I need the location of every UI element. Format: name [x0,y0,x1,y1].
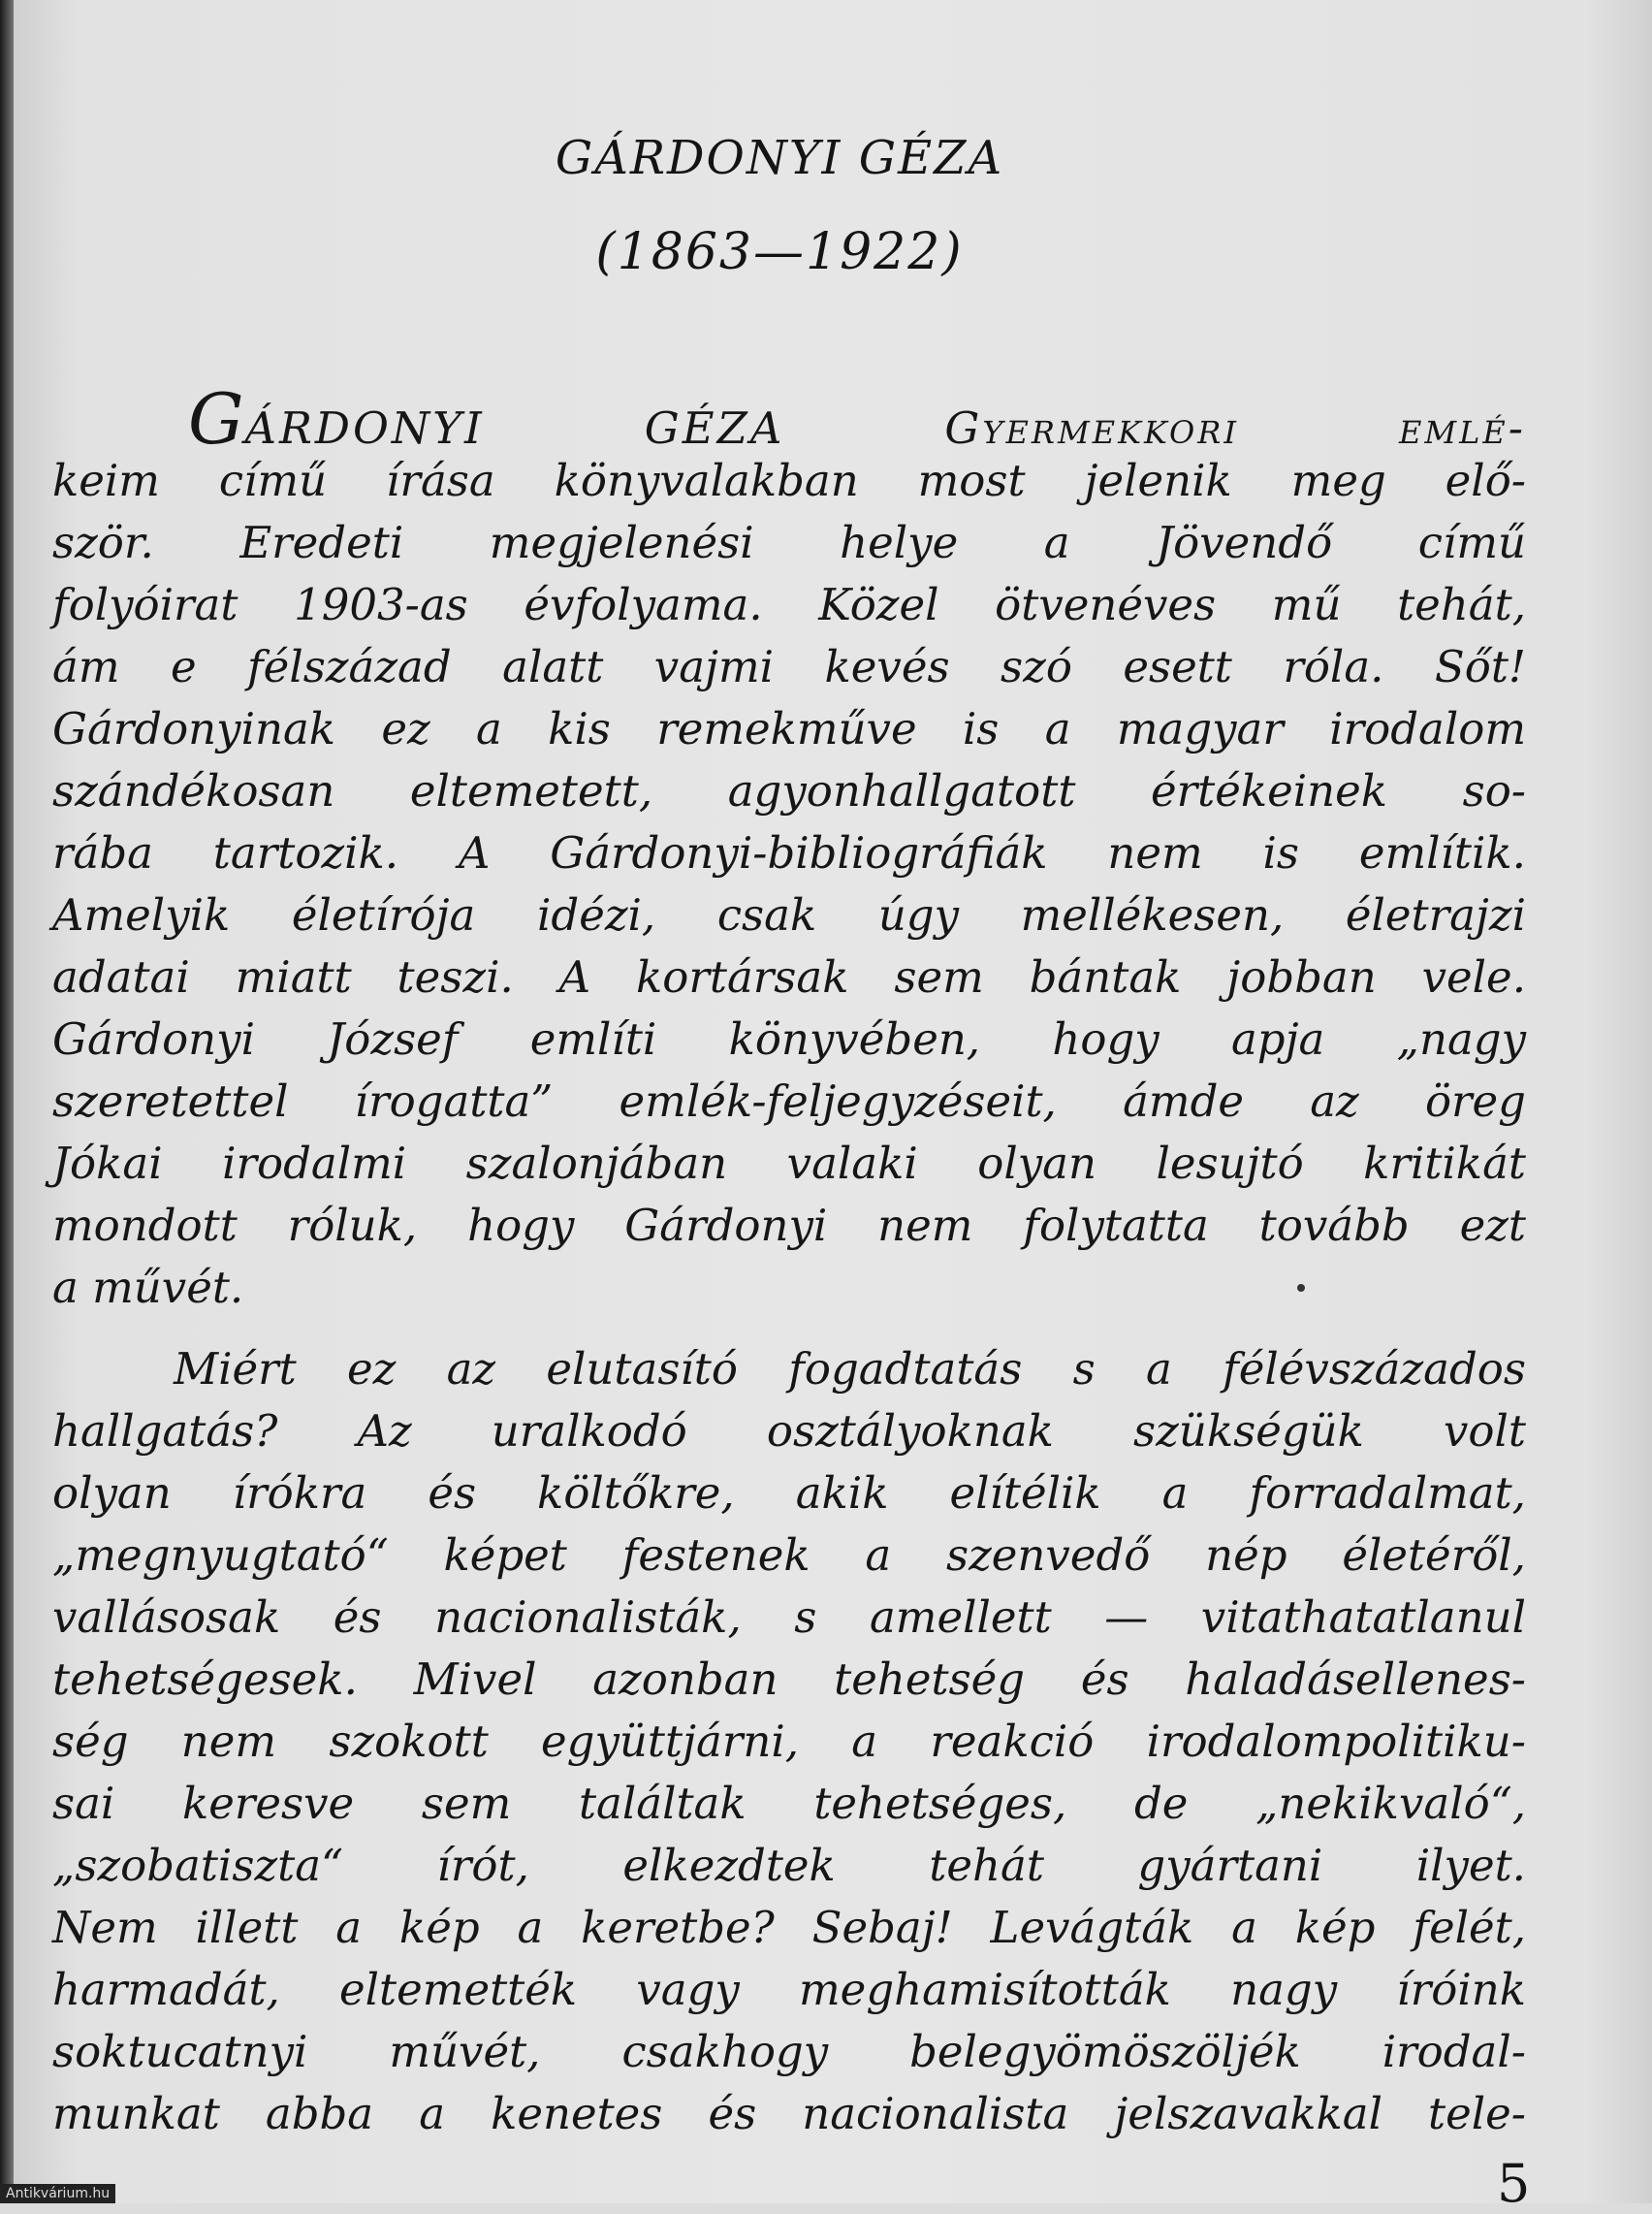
text-line: adatai miatt teszi. A kortársak sem bántak jobban vele. [52,951,1526,1003]
text-line: rába tartozik. A Gárdonyi-bibliográfiák nem is említik. [52,827,1526,879]
text-line: Jókai irodalmi szalonjában valaki olyan lesujtó kritikát [52,1138,1526,1189]
paragraph-2 [52,1338,1526,2145]
text-line: Gárdonyinak ez a kis remekműve is a magyar irodalom [52,703,1526,754]
text-line: soktucatnyi művét, csakhogy belegyömöszöljék irodal- [52,2026,1526,2077]
text-line: ség nem szokott együttjárni, a reakció irodalompolitiku- [52,1716,1526,1767]
paragraph-1-line-1 [52,378,1526,460]
text-line: mondott róluk, hogy Gárdonyi nem folytatta tovább ezt [52,1200,1526,1251]
text-line: folyóirat 1903-as évfolyama. Közel ötvenéves mű tehát, [52,579,1526,630]
drop-cap: G [188,378,245,460]
text-line: Nem illett a kép a keretbe? Sebaj! Levágták a kép felét, [52,1902,1526,1953]
author-heading: GÁRDONYI GÉZA [555,131,1004,185]
text-line: Amelyik életírója idézi, csak úgy mellékesen, életrajzi [52,889,1526,941]
text-line: „megnyugtató“ képet festenek a szenvedő nép életéről, [52,1529,1526,1581]
text-line: munkat abba a kenetes és nacionalista jelszavakkal tele- [52,2088,1526,2139]
text-line: hallgatás? Az uralkodó osztályoknak szükségük volt [52,1405,1526,1457]
paragraph-1 [52,378,1526,1319]
text-line: szándékosan eltemetett, agyonhallgatott értékeinek so- [52,765,1526,817]
text-line: ször. Eredeti megjelenési helye a Jövendő című [52,517,1526,568]
text-line: harmadát, eltemették vagy meghamisították nagy íróink [52,1964,1526,2015]
text-line: keim című írása könyvalakban most jelenik meg elő- [52,455,1526,506]
text-line: „szobatiszta“ írót, elkezdtek tehát gyártani ilyet. [52,1840,1526,1891]
page-number: 5 [1497,2153,1531,2214]
text-line: szeretettel írogatta” emlék-feljegyzéseit, ámde az öreg [52,1075,1526,1127]
text-line: sai keresve sem találtak tehetséges, de „nekikvaló“, [52,1778,1526,1829]
page-body [52,378,1526,2145]
ink-speck [1297,1284,1305,1292]
author-years: (1863—1922) [595,223,964,281]
text-line: vallásosak és nacionalisták, s amellett — vitathatatlanul [52,1591,1526,1643]
watermark-label: Antikvárium.hu [0,2184,115,2203]
text-line: ám e félszázad alatt vajmi kevés szó esett róla. Sőt! [52,641,1526,692]
text-line: Miért ez az elutasító fogadtatás s a félévszázados [174,1343,1526,1395]
text-line: tehetségesek. Mivel azonban tehetség és haladásellenes- [52,1653,1526,1705]
book-page [14,0,1652,2214]
book-spine-shadow [0,0,14,2203]
text-line: a művét. [52,1262,244,1313]
first-line-rest: ÁRDONYI GÉZA Gyermekkori emlé- [244,402,1526,454]
text-line: Gárdonyi József említi könyvében, hogy apja „nagy [52,1013,1526,1065]
text-line: olyan írókra és költőkre, akik elítélik a forradalmat, [52,1467,1526,1519]
